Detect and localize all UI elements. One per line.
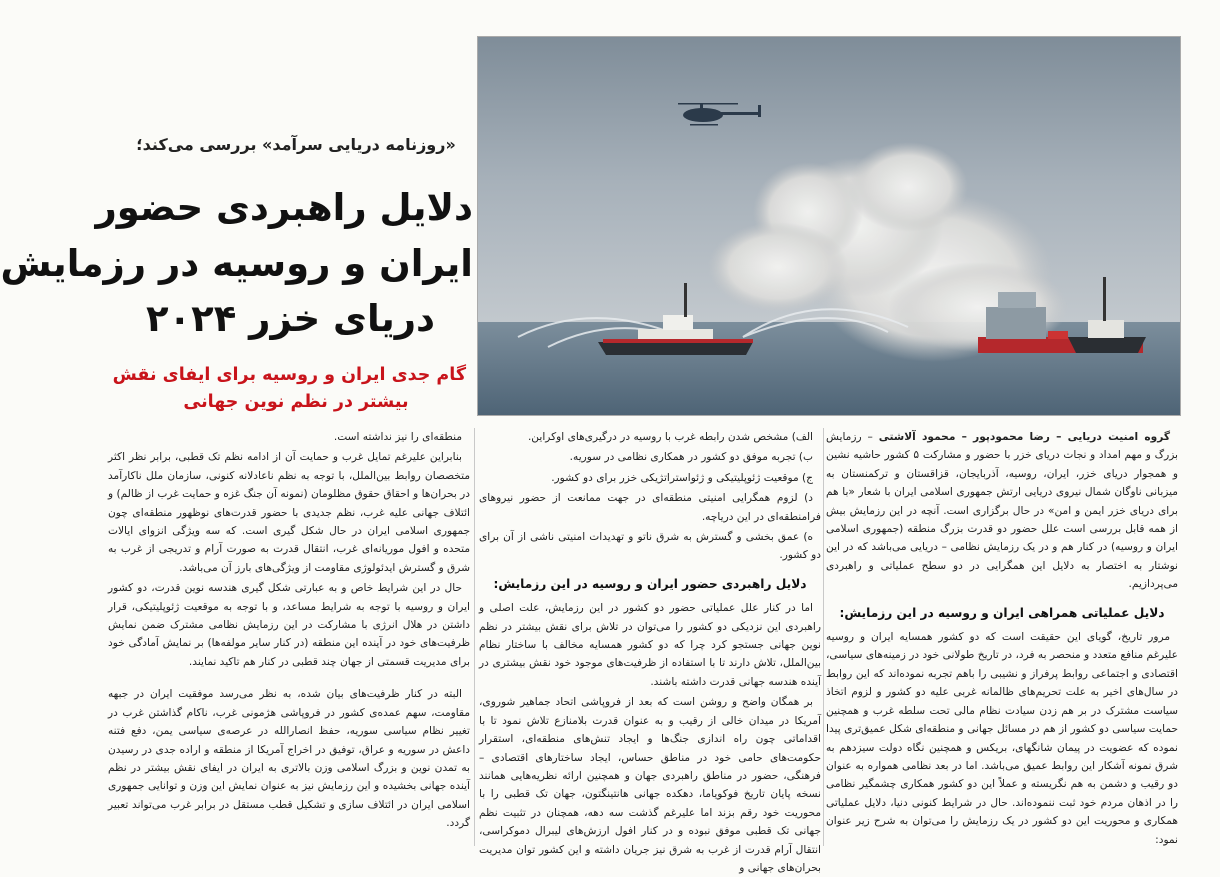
list-item: ه) عمق بخشی و گسترش به شرق ناتو و تهدیدات امنیتی ناشی از آن برای دو کشور.	[479, 531, 821, 562]
column-divider	[474, 428, 475, 846]
byline: گروه امنیت دریایی – رضا محمودپور – محمود آلاشتی	[878, 431, 1170, 443]
subheadline-line-1: گام جدی ایران و روسیه برای ایفای نقش	[112, 365, 466, 385]
subheadline-line-2: بیشتر در نظم نوین جهانی	[183, 392, 409, 413]
headline-line-1: دلایل راهبردی حضور	[95, 186, 473, 229]
paragraph: بنابراین علیرغم تمایل غرب و حمایت آن از ادامه نظم تک قطبی، برابر نظر اکثر متخصصان روابط بین‌الملل، با توجه به نظم ناعادلانه کنونی، سازمان ملل ناکارآمد در بحران‌ها و احقاق حقوق مظلومان (نمونه آن جنگ غزه و حمایت غرب از ظالم) و ائتلاف جهانی علیه غرب، نظم جدیدی با حضور قدرت‌های نوظهور منطقه‌ای چون جمهوری اسلامی ایران در حال شکل گیری است. که سه ویژگی انزوای ایالات متحده و افول موریانه‌ای غرب، انتقال قدرت به صورت آرام و تدریجی از غرب به شرق و گسترش ایدئولوژی مقاومت از ویژگی‌های بارز آن می‌باشد.	[108, 451, 470, 574]
sea	[478, 322, 1180, 415]
article-column-3	[108, 428, 470, 848]
paragraph: اما در کنار علل عملیاتی حضور دو کشور در این رزمایش، علت اصلی و راهبردی این نزدیکی دو کشور را می‌توان در تلاش برای نقش بیشتر در نظم نوین جهانی جستجو کرد چرا که دو کشور همسایه مخالف با ساختار نظام بین‌الملل، تلاش دارند تا با استفاده از ظرفیت‌های موجود خود نقش بیشتری در آینده هندسه جهانی قدرت داشته باشند.	[479, 602, 821, 688]
paragraph: مرور تاریخ، گویای این حقیقت است که دو کشور همسایه ایران و روسیه علیرغم منافع متعدد و منحصر به فرد، در تاریخ طولانی خود در زمینه‌های سیاسی، اقتصادی و اجتماعی روابط پرفراز و نشیبی را باهم تجربه نموده‌اند که این روابط در سال‌های اخیر به علت تحریم‌های ظالمانه غربی علیه دو کشور و لزوم اتخاذ سیاست مشترک در بر هم زدن سیادت نظام مالی تحت سلطه غرب و همچنین حمایت سیاسی دو کشور از هم در مسائل جهانی و منطقه‌ای شکل عمیق‌تری پیدا نموده که عضویت در پیمان شانگهای، بریکس و همچنین نگاه دولت سیزدهم به شرق نمونه آشکار این روابط عمیق می‌باشد. اما در بعد نظامی همواره به عنوان دو رقیب و دشمن به هم نگریسته و عملاً این دو کشور همکاری چشمگیر نظامی را در اذهان مردم خود ثبت ننموده‌اند. حال در شرایط کنونی دنیا، دلایل عملیاتی همکاری و محوریت این دو کشور در یک رزمایش را می‌توان به شرح زیر عنوان نمود:	[826, 631, 1178, 846]
column-divider	[823, 428, 824, 846]
section-heading-strategic: دلایل راهبردی حضور ایران و روسیه در این رزمایش:	[493, 576, 807, 591]
paragraph: منطقه‌ای را نیز نداشته است.	[333, 431, 462, 443]
article-column-2	[479, 428, 821, 874]
intro-paragraph	[826, 428, 1178, 594]
section-heading-operational: دلایل عملیاتی همراهی ایران و روسیه در این رزمایش:	[839, 605, 1165, 620]
list-item: د) لزوم همگرایی امنیتی منطقه‌ای در جهت ممانعت از حضور نیروهای فرامنطقه‌ای در این دریاچه.	[479, 492, 821, 523]
list-item: ب) تجربه موفق دو کشور در همکاری نظامی در سوریه.	[569, 451, 813, 464]
paragraph: حال در این شرایط خاص و به عبارتی شکل گیری هندسه نوین قدرت، دو کشور ایران و روسیه با توجه به شرایط مساعد، و با توجه به موقعیت ژئوپلیتیکی، قرار داشتن در هلال انرژی با مشارکت در این رزمایش نظامی مشترک ضمن نمایش ظرفیت‌های خود در آینده این منطقه (در کنار سایر مولفه‌ها) بر نمایش آمادگی خود برای مدیریت قسمتی از جهان چند قطبی در کنار هم تاکید نمایند.	[108, 582, 470, 668]
kicker: «روزنامه دریایی سرآمد» بررسی می‌کند؛	[136, 135, 456, 154]
paragraph: بر همگان واضح و روشن است که بعد از فروپاشی اتحاد جماهیر شوروی، آمریکا در میدان خالی از رقیب و به عنوان قدرت بلامنازع تلاش نمود تا با اقداماتی چون راه اندازی جنگ‌ها و ایجاد تنش‌های منطقه‌ای، استقرار حکومت‌های حامی خود در مناطق حساس، ایجاد ساختارهای اقتصادی – فرهنگی، حضور در مناطق راهبردی جهان و همچنین ارائه نظریه‌هایی همانند نسخه پایان تاریخ فوکویاما، دهکده جهانی هانتینگتون، جهان تک قطبی را با محوریت خود رقم بزند اما علیرغم گذشت سه دهه، همچنان در تثبیت نظم جهانی تک قطبی موفق نبوده و در کنار افول ارزش‌های لیبرال دموکراسی، انتقال آرام قدرت از غرب به شرق نیز جریان داشته و این کشور توان مدیریت بحران‌های جهانی و	[479, 696, 821, 874]
headline-line-3: دریای خزر ۲۰۲۴	[145, 297, 436, 340]
headline	[0, 180, 473, 347]
paragraph: البته در کنار ظرفیت‌های بیان شده، به نظر می‌رسد موفقیت ایران در جبهه مقاومت، سهم عمده‌ی کشور در فروپاشی هژمونی غرب، ناکام گذاشتن غرب در تغییر نظام سیاسی سوریه، حفظ انصارالله در عرصه‌ی سیاسی یمن، دفع فتنه داعش در سوریه و عراق، توفیق در اخراج آمریکا از منطقه و اراده جدی در رسیدن به تمدن نوین و بزرگ اسلامی وزن بالاتری به ایران در ایفای نقش بیشتر در نظم آینده جهانی بخشیده و این رزمایش نیز به عنوان نمایش این وزن و توانایی جمهوری اسلامی ایران در ائتلاف سازی و تشکیل قطب مستقل در برابر غرب می‌تواند تعبیر گردد.	[108, 688, 470, 830]
subheadline	[112, 362, 466, 416]
article-column-1	[826, 428, 1178, 848]
news-photo	[477, 36, 1181, 416]
intro-text: – رزمایش بزرگ و مهم امداد و نجات دریای خزر با حضور و مشارکت ۵ کشور حاشیه نشین و همجوار دریای خزر، ایران، روسیه، آذربایجان، قزاقستان و ترکمنستان به میزبانی ناوگان شمال نیروی دریایی ارتش جمهوری اسلامی ایران با شعار «با هم برای دریای خزر ایمن و امن» در حال برگزاری است. آنچه در این رزمایش بیش از همه قابل بررسی است علل حضور دو قدرت بزرگ منطقه (جمهوری اسلامی ایران و روسیه) در کنار هم و در یک رزمایش نظامی – دریایی می‌باشد که در این نوشتار به اختصار به دلایل این همگرایی در دو سطح عملیاتی و راهبردی می‌پردازیم.	[826, 431, 1179, 591]
naval-exercise-illustration	[478, 37, 1180, 415]
list-item: ج) موقعیت ژئوپلیتیکی و ژئواستراتژیکی خزر برای دو کشور.	[551, 471, 813, 484]
headline-line-2: ایران و روسیه در رزمایش	[0, 241, 473, 285]
list-item: الف) مشخص شدن رابطه غرب با روسیه در درگیری‌های اوکراین.	[527, 431, 813, 443]
